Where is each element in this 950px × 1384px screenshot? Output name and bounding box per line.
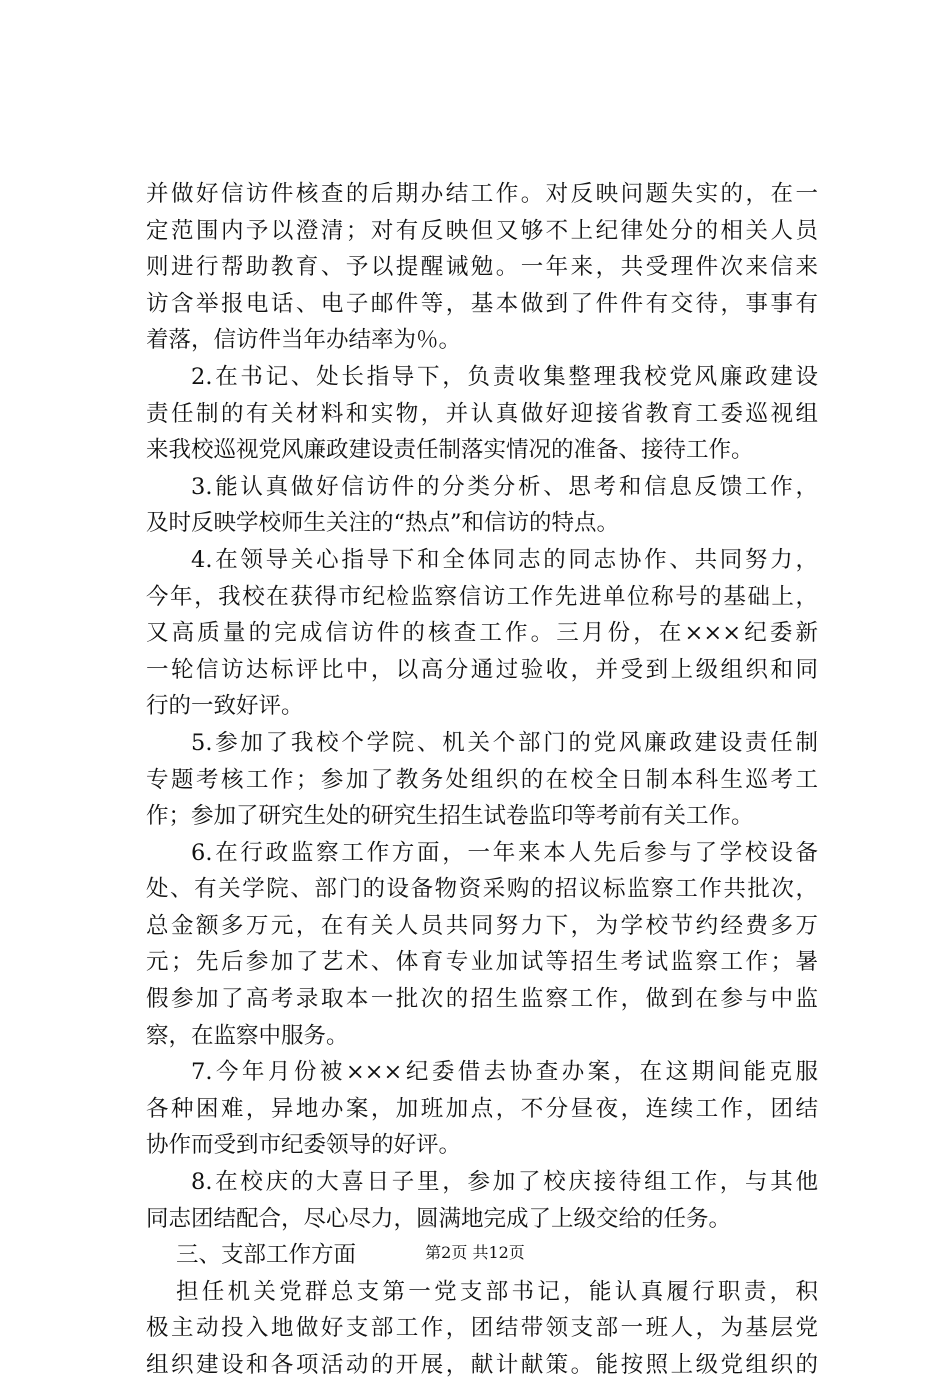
text-line: 7.今年月份被×××纪委借去协查办案，在这期间能克服: [191, 1059, 818, 1086]
text-line: 处、有关学院、部门的设备物资采购的招议标监察工作共批次，: [146, 876, 818, 903]
text-line: 作；参加了研究生处的研究生招生试卷监印等考前有关工作。: [146, 803, 754, 830]
text-line: 3.能认真做好信访件的分类分析、思考和信息反馈工作，: [191, 473, 818, 500]
text-line: 则进行帮助教育、予以提醒诫勉。一年来，共受理件次来信来: [146, 254, 818, 281]
text-line: 总金额多万元，在有关人员共同努力下，为学校节约经费多万: [146, 912, 818, 939]
text-line: 2.在书记、处长指导下，负责收集整理我校党风廉政建设: [191, 363, 818, 390]
text-line: 行的一致好评。: [146, 693, 304, 720]
text-line: 极主动投入地做好支部工作，团结带领支部一班人，为基层党: [146, 1315, 818, 1342]
page-footer: 第2页 共12页: [425, 1243, 525, 1262]
body-text: [146, 176, 818, 1384]
text-line: 察，在监察中服务。: [146, 1022, 349, 1049]
text-line: 及时反映学校师生关注的“热点”和信访的特点。: [146, 510, 620, 537]
text-line: 一轮信访达标评比中，以高分通过验收，并受到上级组织和同: [146, 656, 818, 683]
text-line: 组织建设和各项活动的开展，献计献策。能按照上级党组织的: [146, 1352, 818, 1378]
text-line: 责任制的有关材料和实物，并认真做好迎接省教育工委巡视组: [146, 400, 818, 427]
text-line: 元；先后参加了艺术、体育专业加试等招生考试监察工作；暑: [146, 949, 818, 976]
text-line: 6.在行政监察工作方面，一年来本人先后参与了学校设备: [191, 839, 818, 866]
text-line: 担任机关党群总支第一党支部书记，能认真履行职责，积: [176, 1278, 818, 1305]
text-line: 同志团结配合，尽心尽力，圆满地完成了上级交给的任务。: [146, 1205, 732, 1232]
text-line: 假参加了高考录取本一批次的招生监察工作，做到在参与中监: [146, 986, 818, 1013]
text-line: 各种困难，异地办案，加班加点，不分昼夜，连续工作，团结: [146, 1095, 818, 1122]
text-line: 协作而受到市纪委领导的好评。: [146, 1132, 462, 1159]
text-line: 又高质量的完成信访件的核查工作。三月份，在×××纪委新: [146, 620, 818, 647]
text-line: 来我校巡视党风廉政建设责任制落实情况的准备、接待工作。: [146, 437, 754, 464]
text-line: 5.参加了我校个学院、机关个部门的党风廉政建设责任制: [191, 729, 818, 756]
text-line: 着落，信访件当年办结率为％。: [146, 327, 462, 354]
text-line: 专题考核工作；参加了教务处组织的在校全日制本科生巡考工: [146, 766, 818, 793]
text-line: 访含举报电话、电子邮件等，基本做到了件件有交待，事事有: [146, 290, 818, 317]
text-line: 4.在领导关心指导下和全体同志的同志协作、共同努力，: [191, 546, 818, 573]
text-line: 并做好信访件核查的后期办结工作。对反映问题失实的，在一: [146, 181, 818, 207]
text-line: 三、支部工作方面: [176, 1242, 357, 1269]
text-line: 定范围内予以澄清；对有反映但又够不上纪律处分的相关人员: [146, 217, 818, 244]
text-line: 8.在校庆的大喜日子里，参加了校庆接待组工作，与其他: [191, 1169, 818, 1196]
text-line: 今年，我校在获得市纪检监察信访工作先进单位称号的基础上，: [146, 583, 818, 610]
